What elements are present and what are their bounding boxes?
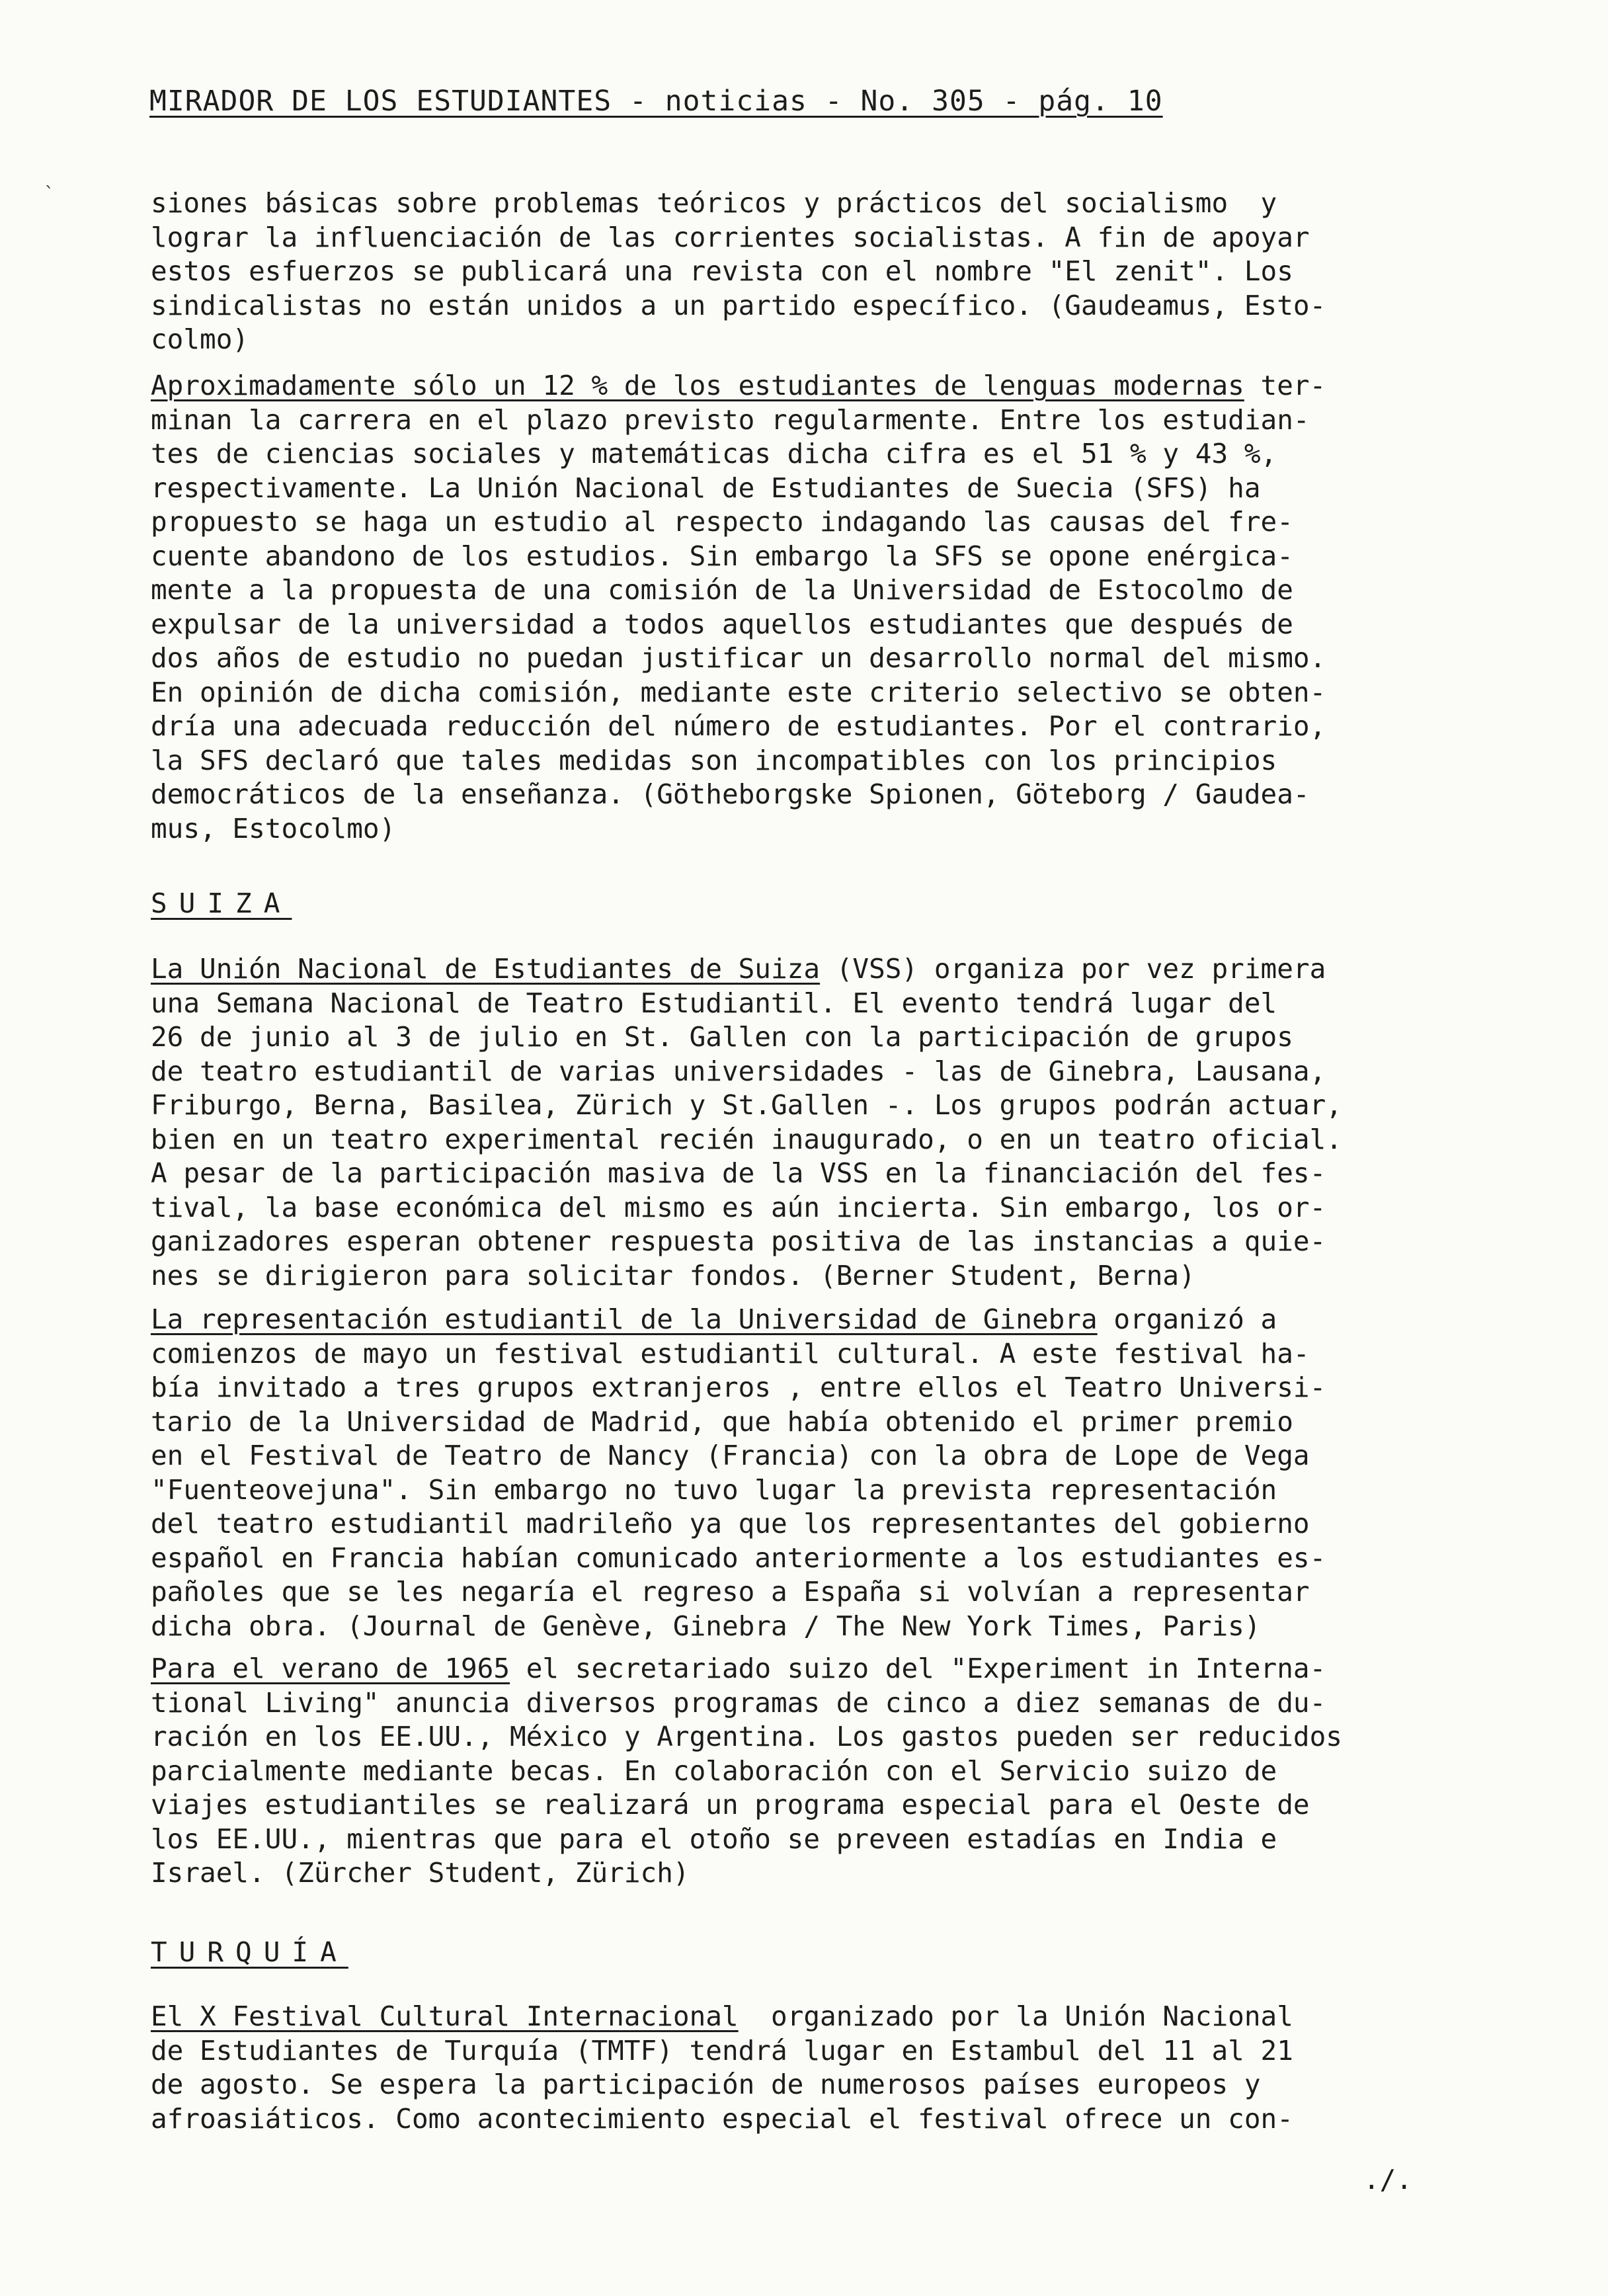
section-title-suiza: SUIZA bbox=[151, 887, 292, 919]
paragraph-lead: El X Festival Cultural Internacional bbox=[151, 2000, 739, 2032]
continuation-mark: ./. bbox=[1363, 2164, 1413, 2195]
paragraph-experiment-international-living bbox=[151, 1652, 1486, 1891]
paragraph-lead: Para el verano de 1965 bbox=[151, 1653, 510, 1684]
paragraph-lead: La representación estudiantil de la Universidad de Ginebra bbox=[151, 1303, 1098, 1335]
paragraph-body: organizó a comienzos de mayo un festival estudiantil cultural. A este festival ha- bía invitado a tres grupos extranjeros , entre ellos el Teatro Universi- tario de la Universidad de Madrid, que había obtenido el primer premio en el Festival de Teatro de Nancy (Francia) con la obra de Lope de Vega "Fuenteovejuna". Sin embargo no tuvo lugar la prevista representación del teatro estudiantil madrileño ya que los representantes del gobierno español en Francia habían comunicado anteriormente a los estudiantes es- pañoles que se les negaría el regreso a España si volvían a representar dicha obra. (Journal de Genève, Ginebra / The New York Times, Paris) bbox=[151, 1303, 1326, 1642]
paragraph-modern-languages bbox=[151, 369, 1486, 846]
page-header: MIRADOR DE LOS ESTUDIANTES - noticias - No. 305 - pág. 10 bbox=[149, 85, 1163, 118]
paragraph-body: organizado por la Unión Nacional de Estudiantes de Turquía (TMTF) tendrá lugar en Estambul del 11 al 21 de agosto. Se espera la participación de numerosos países europeos y afroasiáticos. Como acontecimiento especial el festival ofrece un con- bbox=[151, 2000, 1293, 2135]
paragraph-body: ter- minan la carrera en el plazo previsto regularmente. Entre los estudian- tes de ciencias sociales y matemáticas dicha cifra es el 51 % y 43 %, respectivamente. La Unión Nacional de Estudiantes de Suecia (SFS) ha propuesto se haga un estudio al respecto indagando las causas del fre- cuente abandono de los estudios. Sin embargo la SFS se opone enérgica- mente a la propuesta de una comisión de la Universidad de Estocolmo de expulsar de la universidad a todos aquellos estudiantes que después de dos años de estudio no puedan justificar un desarrollo normal del mismo. En opinión de dicha comisión, mediante este criterio selectivo se obten- dría una adecuada reducción del número de estudiantes. Por el contrario, la SFS declaró que tales medidas son incompatibles con los principios democráticos de la enseñanza. (Götheborgske Spionen, Göteborg / Gaudea- mus, Estocolmo) bbox=[151, 370, 1326, 844]
paragraph-suiza-theatre-week bbox=[151, 952, 1486, 1293]
paragraph-geneva-festival bbox=[151, 1303, 1486, 1643]
paragraph-body: siones básicas sobre problemas teóricos y prácticos del socialismo y lograr la influenciación de las corrientes socialistas. A fin de apoyar estos esfuerzos se publicará una revista con el nombre "El zenit". Los sindicalistas no están unidos a un partido específico. (Gaudeamus, Esto- colmo) bbox=[151, 187, 1326, 355]
paragraph-body: (VSS) organiza por vez primera una Semana Nacional de Teatro Estudiantil. El evento tendrá lugar del 26 de junio al 3 de julio en St. Gallen con la participación de grupos de teatro estudiantil de varias universidades - las de Ginebra, Lausana, Friburgo, Berna, Basilea, Zürich y St.Gallen -. Los grupos podrán actuar, bien en un teatro experimental recién inaugurado, o en un teatro oficial. A pesar de la participación masiva de la VSS en la financiación del fes- tival, la base económica del mismo es aún incierta. Sin embargo, los or- ganizadores esperan obtener respuesta positiva de las instancias a quie- nes se dirigieron para solicitar fondos. (Berner Student, Berna) bbox=[151, 953, 1342, 1292]
section-title-turquia: TURQUÍA bbox=[151, 1936, 348, 1968]
paragraph-lead: Aproximadamente sólo un 12 % de los estudiantes de lenguas modernas bbox=[151, 370, 1244, 401]
stray-mark: ` bbox=[44, 183, 55, 204]
paragraph-lead: La Unión Nacional de Estudiantes de Suiza bbox=[151, 953, 821, 985]
paragraph-body: el secretariado suizo del "Experiment in Interna- tional Living" anuncia diversos programas de cinco a diez semanas de du- ración en los EE.UU., México y Argentina. Los gastos pueden ser reducidos parcialmente mediante becas. En colaboración con el Servicio suizo de viajes estudiantiles se realizará un programa especial para el Oeste de los EE.UU., mientras que para el otoño se preveen estadías en India e Israel. (Zürcher Student, Zürich) bbox=[151, 1653, 1342, 1889]
paragraph-socialism bbox=[151, 186, 1486, 357]
paragraph-turkey-festival bbox=[151, 2000, 1486, 2136]
